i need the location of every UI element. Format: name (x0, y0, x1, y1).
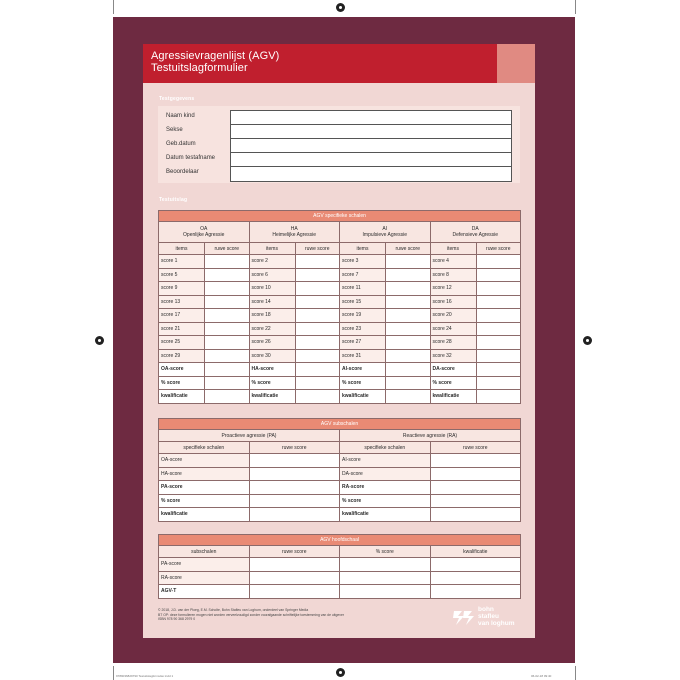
item-raw-score-cell[interactable] (476, 309, 521, 323)
score-label-ai: AI-score (340, 363, 386, 377)
isbn-line: ISBN 978 90 368 2979 0 (158, 617, 196, 622)
item-label-da: score 24 (430, 322, 476, 336)
item-label-ha: score 30 (249, 349, 295, 363)
item-raw-score-cell[interactable] (295, 336, 340, 350)
crop-mark (575, 666, 576, 680)
ai-score-cell[interactable] (386, 363, 431, 377)
subscale-row-label: PA-score (159, 481, 250, 495)
item-raw-score-cell[interactable] (205, 268, 250, 282)
subscale-row-label: OA-score (159, 454, 250, 468)
score-label-ha: HA-score (249, 363, 295, 377)
item-row (159, 322, 521, 336)
ha-pct-cell[interactable] (295, 376, 340, 390)
main-scale-title: AGV hoofdschaal (159, 535, 521, 546)
item-label-da: score 12 (430, 282, 476, 296)
sex-field[interactable] (231, 125, 511, 139)
ha-qual-cell[interactable] (295, 390, 340, 404)
qual-label: kwalificatie (430, 390, 476, 404)
oa-pct-cell[interactable] (205, 376, 250, 390)
item-row (159, 349, 521, 363)
main-row-label: PA-score (159, 558, 250, 572)
main-row-label: RA-score (159, 571, 250, 585)
item-row (159, 336, 521, 350)
pa-raw-cell[interactable] (249, 481, 340, 495)
ai-pct-cell[interactable] (386, 376, 431, 390)
main-cell[interactable] (340, 558, 431, 572)
da-raw-cell[interactable] (430, 467, 521, 481)
crop-mark (575, 0, 576, 14)
item-row (159, 295, 521, 309)
item-raw-score-cell[interactable] (295, 255, 340, 269)
main-col-header: kwalificatie (430, 546, 521, 558)
label-test-date: Datum testafname (166, 155, 216, 161)
specific-scales-title: AGV specifieke schalen (159, 211, 521, 222)
subscale-row-label: % score (340, 494, 431, 508)
test-date-field[interactable] (231, 153, 511, 167)
item-label-da: score 16 (430, 295, 476, 309)
da-qual-cell[interactable] (476, 390, 521, 404)
ra-qual-cell[interactable] (430, 508, 521, 522)
copyright-footer (158, 608, 428, 622)
publisher-logo (452, 606, 530, 630)
main-cell[interactable] (249, 558, 340, 572)
main-cell[interactable] (249, 585, 340, 599)
specific-scales-header: specifieke schalen (340, 442, 431, 454)
assessor-field[interactable] (231, 167, 511, 181)
main-cell[interactable] (249, 571, 340, 585)
birthdate-field[interactable] (231, 139, 511, 153)
registration-mark-bottom (336, 668, 345, 677)
item-raw-score-cell[interactable] (476, 268, 521, 282)
print-slug-left: 9789036829790 Testuitslagformulier.indd 1 (116, 674, 174, 678)
item-raw-score-cell[interactable] (295, 268, 340, 282)
item-raw-score-cell[interactable] (205, 282, 250, 296)
item-label-oa: score 9 (159, 282, 205, 296)
item-label-ai: score 11 (340, 282, 386, 296)
item-label-oa: score 5 (159, 268, 205, 282)
item-raw-score-cell[interactable] (476, 295, 521, 309)
raw-score-header: ruwe score (295, 243, 340, 255)
item-rows (159, 255, 521, 363)
main-cell[interactable] (430, 571, 521, 585)
specific-scales-header: specifieke schalen (159, 442, 250, 454)
pct-label: % score (249, 376, 295, 390)
pct-label: % score (340, 376, 386, 390)
registration-mark-right (583, 336, 592, 345)
personal-fields-grid (230, 110, 512, 182)
ha-raw-cell[interactable] (249, 467, 340, 481)
main-cell[interactable] (430, 558, 521, 572)
item-label-oa: score 1 (159, 255, 205, 269)
subscale-row-label: % score (159, 494, 250, 508)
label-sex: Sekse (166, 127, 183, 133)
publisher-name: bohn stafleu van loghum (478, 606, 515, 627)
item-label-ai: score 23 (340, 322, 386, 336)
personal-data-box (158, 106, 520, 183)
item-raw-score-cell[interactable] (386, 309, 431, 323)
label-name: Naam kind (166, 113, 195, 119)
form-title: Agressievragenlijst (AGV) (151, 50, 280, 62)
scale-header-da: DA Defensieve Agressie (430, 222, 521, 243)
subscale-row-label: DA-score (340, 467, 431, 481)
main-row-label: AGV-T (159, 585, 250, 599)
ai-raw-cell[interactable] (430, 454, 521, 468)
item-label-ha: score 10 (249, 282, 295, 296)
item-label-ha: score 18 (249, 309, 295, 323)
subscales-table (158, 418, 521, 522)
main-cell[interactable] (340, 585, 431, 599)
item-raw-score-cell[interactable] (386, 282, 431, 296)
item-label-da: score 8 (430, 268, 476, 282)
item-raw-score-cell[interactable] (295, 295, 340, 309)
pa-pct-cell[interactable] (249, 494, 340, 508)
item-raw-score-cell[interactable] (205, 295, 250, 309)
ra-raw-cell[interactable] (430, 481, 521, 495)
qual-label: kwalificatie (159, 390, 205, 404)
da-score-cell[interactable] (476, 363, 521, 377)
item-raw-score-cell[interactable] (295, 322, 340, 336)
title-bar (143, 44, 497, 83)
item-row (159, 309, 521, 323)
permission-line: BT OP: deze formulieren mogen niet worden verveelvoudigd zonder voorafgaande schriftelijke toestemming van de uitgever (158, 612, 344, 617)
subscale-row-label: kwalificatie (159, 508, 250, 522)
print-slug-right: 06-02-18 09:40 (531, 674, 552, 678)
qual-label: kwalificatie (249, 390, 295, 404)
ai-qual-cell[interactable] (386, 390, 431, 404)
form-subtitle: Testuitslagformulier (151, 62, 248, 74)
subscale-row-label: AI-score (340, 454, 431, 468)
main-scale-table (158, 534, 521, 599)
pct-label: % score (430, 376, 476, 390)
main-col-header: ruwe score (249, 546, 340, 558)
oa-raw-cell[interactable] (249, 454, 340, 468)
item-raw-score-cell[interactable] (205, 349, 250, 363)
item-label-oa: score 13 (159, 295, 205, 309)
item-raw-score-cell[interactable] (205, 322, 250, 336)
item-raw-score-cell[interactable] (476, 349, 521, 363)
item-label-oa: score 25 (159, 336, 205, 350)
scale-header-ha: HA Heimelijke Agressie (249, 222, 340, 243)
item-raw-score-cell[interactable] (295, 349, 340, 363)
item-label-ai: score 19 (340, 309, 386, 323)
item-raw-score-cell[interactable] (295, 282, 340, 296)
item-label-ha: score 6 (249, 268, 295, 282)
crop-mark (113, 0, 114, 14)
label-assessor: Beoordelaar (166, 169, 199, 175)
label-birthdate: Geb.datum (166, 141, 196, 147)
subscales-title: AGV subschalen (159, 419, 521, 430)
main-cell[interactable] (340, 571, 431, 585)
items-header: items (159, 243, 205, 255)
ha-score-cell[interactable] (295, 363, 340, 377)
main-cell[interactable] (430, 585, 521, 599)
item-label-da: score 20 (430, 309, 476, 323)
main-col-header: subschalen (159, 546, 250, 558)
raw-score-header: ruwe score (205, 243, 250, 255)
item-label-ha: score 22 (249, 322, 295, 336)
item-raw-score-cell[interactable] (386, 336, 431, 350)
item-raw-score-cell[interactable] (386, 349, 431, 363)
item-row (159, 268, 521, 282)
oa-qual-cell[interactable] (205, 390, 250, 404)
item-raw-score-cell[interactable] (386, 255, 431, 269)
item-raw-score-cell[interactable] (386, 295, 431, 309)
item-raw-score-cell[interactable] (476, 282, 521, 296)
item-raw-score-cell[interactable] (386, 322, 431, 336)
items-header: items (430, 243, 476, 255)
item-raw-score-cell[interactable] (295, 309, 340, 323)
item-label-ai: score 7 (340, 268, 386, 282)
item-raw-score-cell[interactable] (476, 322, 521, 336)
item-raw-score-cell[interactable] (386, 268, 431, 282)
item-raw-score-cell[interactable] (205, 309, 250, 323)
crop-mark (113, 666, 114, 680)
item-label-oa: score 29 (159, 349, 205, 363)
items-header: items (340, 243, 386, 255)
form-page (143, 44, 535, 638)
subscale-row-label: kwalificatie (340, 508, 431, 522)
item-label-ai: score 15 (340, 295, 386, 309)
raw-score-header: ruwe score (430, 442, 521, 454)
item-label-oa: score 21 (159, 322, 205, 336)
item-row (159, 255, 521, 269)
title-accent (497, 44, 535, 83)
item-label-ai: score 3 (340, 255, 386, 269)
scale-header-ai: AI Impulsieve Agressie (340, 222, 431, 243)
subscale-row-label: HA-score (159, 467, 250, 481)
da-pct-cell[interactable] (476, 376, 521, 390)
section-label-personal: Testgegevens (159, 96, 195, 102)
item-label-ai: score 27 (340, 336, 386, 350)
registration-mark-left (95, 336, 104, 345)
proactive-header: Proactieve agressie (PA) (159, 430, 340, 442)
item-label-oa: score 17 (159, 309, 205, 323)
score-label-oa: OA-score (159, 363, 205, 377)
items-header: items (249, 243, 295, 255)
main-col-header: % score (340, 546, 431, 558)
item-label-da: score 32 (430, 349, 476, 363)
specific-scales-table (158, 210, 521, 404)
pct-label: % score (159, 376, 205, 390)
pa-qual-cell[interactable] (249, 508, 340, 522)
ra-pct-cell[interactable] (430, 494, 521, 508)
subscale-row-label: RA-score (340, 481, 431, 495)
item-label-da: score 4 (430, 255, 476, 269)
item-label-ha: score 2 (249, 255, 295, 269)
item-raw-score-cell[interactable] (205, 336, 250, 350)
item-label-ai: score 31 (340, 349, 386, 363)
raw-score-header: ruwe score (386, 243, 431, 255)
copyright-line: © 2018, J.D. van der Ploeg, E.M. Scholte, Bohn Stafleu van Loghum, onderdeel van Springer Media (158, 608, 309, 612)
item-label-da: score 28 (430, 336, 476, 350)
reactive-header: Reactieve agressie (RA) (340, 430, 521, 442)
item-raw-score-cell[interactable] (476, 255, 521, 269)
registration-mark-top (336, 3, 345, 12)
item-label-ha: score 14 (249, 295, 295, 309)
item-label-ha: score 26 (249, 336, 295, 350)
section-label-results: Testuitslag (159, 197, 188, 203)
publisher-logo-icon (452, 607, 474, 629)
qual-label: kwalificatie (340, 390, 386, 404)
oa-score-cell[interactable] (205, 363, 250, 377)
item-raw-score-cell[interactable] (205, 255, 250, 269)
name-field[interactable] (231, 111, 511, 125)
scale-header-oa: OA Openlijke Agressie (159, 222, 250, 243)
score-label-da: DA-score (430, 363, 476, 377)
item-row (159, 282, 521, 296)
raw-score-header: ruwe score (476, 243, 521, 255)
item-raw-score-cell[interactable] (476, 336, 521, 350)
raw-score-header: ruwe score (249, 442, 340, 454)
